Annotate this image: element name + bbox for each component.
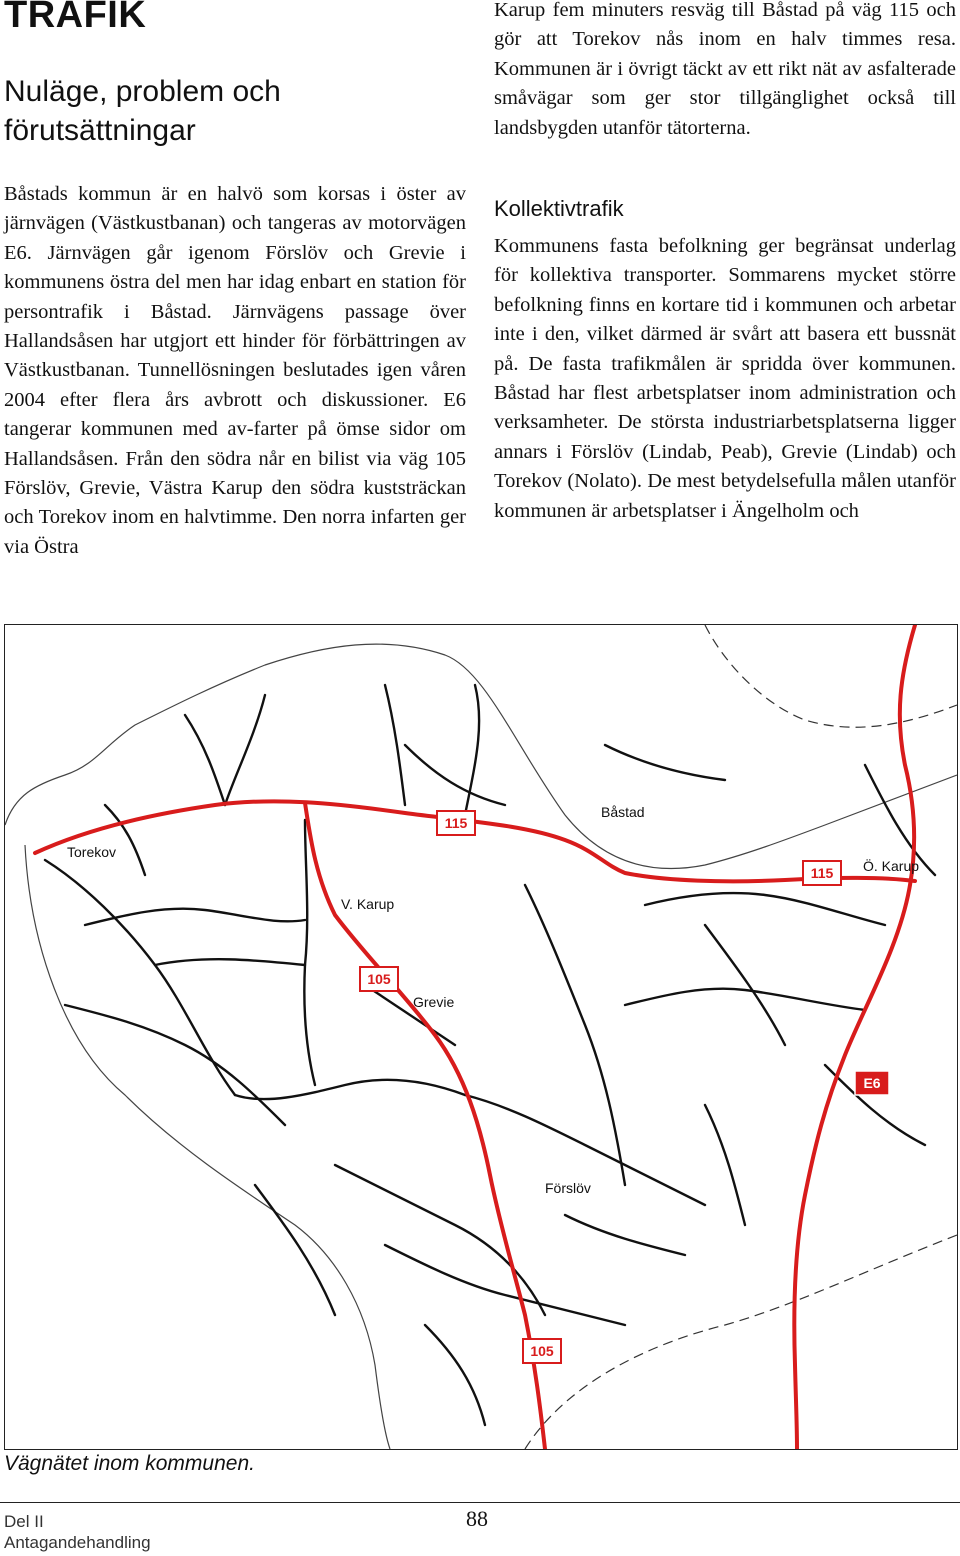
right-column	[494, 232, 956, 526]
right-column-top	[494, 0, 956, 143]
shield-115-west	[437, 811, 475, 835]
subtitle-line-2: förutsättningar	[4, 114, 196, 147]
right-column-top-paragraph: Karup fem minuters resväg till Båstad på väg 115 och gör att Torekov nås inom en halv timmes resa. Kommunen är i övrigt täckt av ett rikt nät av asfalterade småvägar som ger stor tillgänglighet också till landsbygden utanför tätorterna.	[494, 0, 956, 139]
section-heading-kollektivtrafik: Kollektivtrafik	[494, 196, 624, 221]
coastline	[5, 644, 957, 868]
svg-text:105: 105	[367, 971, 391, 987]
shield-105-south	[523, 1339, 561, 1363]
road-e6	[794, 625, 915, 1449]
place-label-forslov: Förslöv	[545, 1180, 591, 1196]
municipal-border	[525, 1235, 957, 1449]
shield-115-east	[803, 861, 841, 885]
page-number: 88	[466, 1506, 488, 1531]
shield-e6	[855, 1071, 889, 1095]
municipal-border-north	[705, 625, 957, 727]
left-column	[4, 180, 466, 562]
footer-divider	[0, 1502, 960, 1503]
place-label-torekov: Torekov	[67, 844, 117, 860]
footer-part: Del II	[4, 1512, 44, 1531]
subtitle-line-1: Nuläge, problem och	[4, 75, 281, 108]
svg-text:E6: E6	[863, 1075, 881, 1091]
right-column-paragraph: Kommunens fasta befolkning ger begränsat underlag för kollektiva transporter. Sommarens mycket större befolkning finns en kortare tid i kommunen och arbetar inte i den, vilket därmed är svårt att basera ett bussnät på. De fasta trafikmålen är spridda över kommunen. Båstad har flest arbetsplatser inom administration och verksamheter. De största industriarbetsplatserna ligger annars i Förslöv (Lindab, Peab), Grevie (Lindab) och Torekov (Nolato). De mest betydelsefulla målen utanför kommunen är arbetsplatser i Ängelholm och	[494, 235, 956, 522]
svg-text:115: 115	[444, 815, 468, 831]
place-label-bastad: Båstad	[601, 804, 645, 820]
svg-text:115: 115	[810, 865, 834, 881]
page-title: TRAFIK	[4, 0, 147, 36]
map-graphic	[5, 625, 957, 1449]
map-caption: Vägnätet inom kommunen.	[4, 1452, 255, 1475]
place-label-v-karup: V. Karup	[341, 896, 395, 912]
svg-text:105: 105	[530, 1343, 554, 1359]
road-network-map	[4, 624, 958, 1450]
coastline-south	[25, 845, 390, 1449]
page-subtitle	[4, 72, 424, 150]
left-column-paragraph: Båstads kommun är en halvö som korsas i öster av järnvägen (Västkustbanan) och tangeras av motorvägen E6. Järnvägen går igenom Förslöv och Grevie i kommunens östra del men har idag enbart en station för persontrafik i Båstad. Järnvägens passage över Hallandsåsen har utgjort ett hinder för förbättringen av Västkustbanan. Tunnellösningen beslutades igen våren 2004 efter flera års avbrott och diskussioner. E6 tangerar kommunen med av-farter på ömse sidor om Hallandsåsen. Från den södra når en bilist via väg 105 Förslöv, Grevie, Västra Karup den södra kuststräckan och Torekov inom en halvtimme. Den norra infarten ger via Östra	[4, 183, 466, 558]
minor-roads	[45, 685, 935, 1425]
shield-105-north	[360, 967, 398, 991]
place-label-grevie: Grevie	[413, 994, 455, 1010]
place-label-o-karup: Ö. Karup	[863, 858, 920, 874]
footer-document: Antagandehandling	[4, 1533, 151, 1552]
